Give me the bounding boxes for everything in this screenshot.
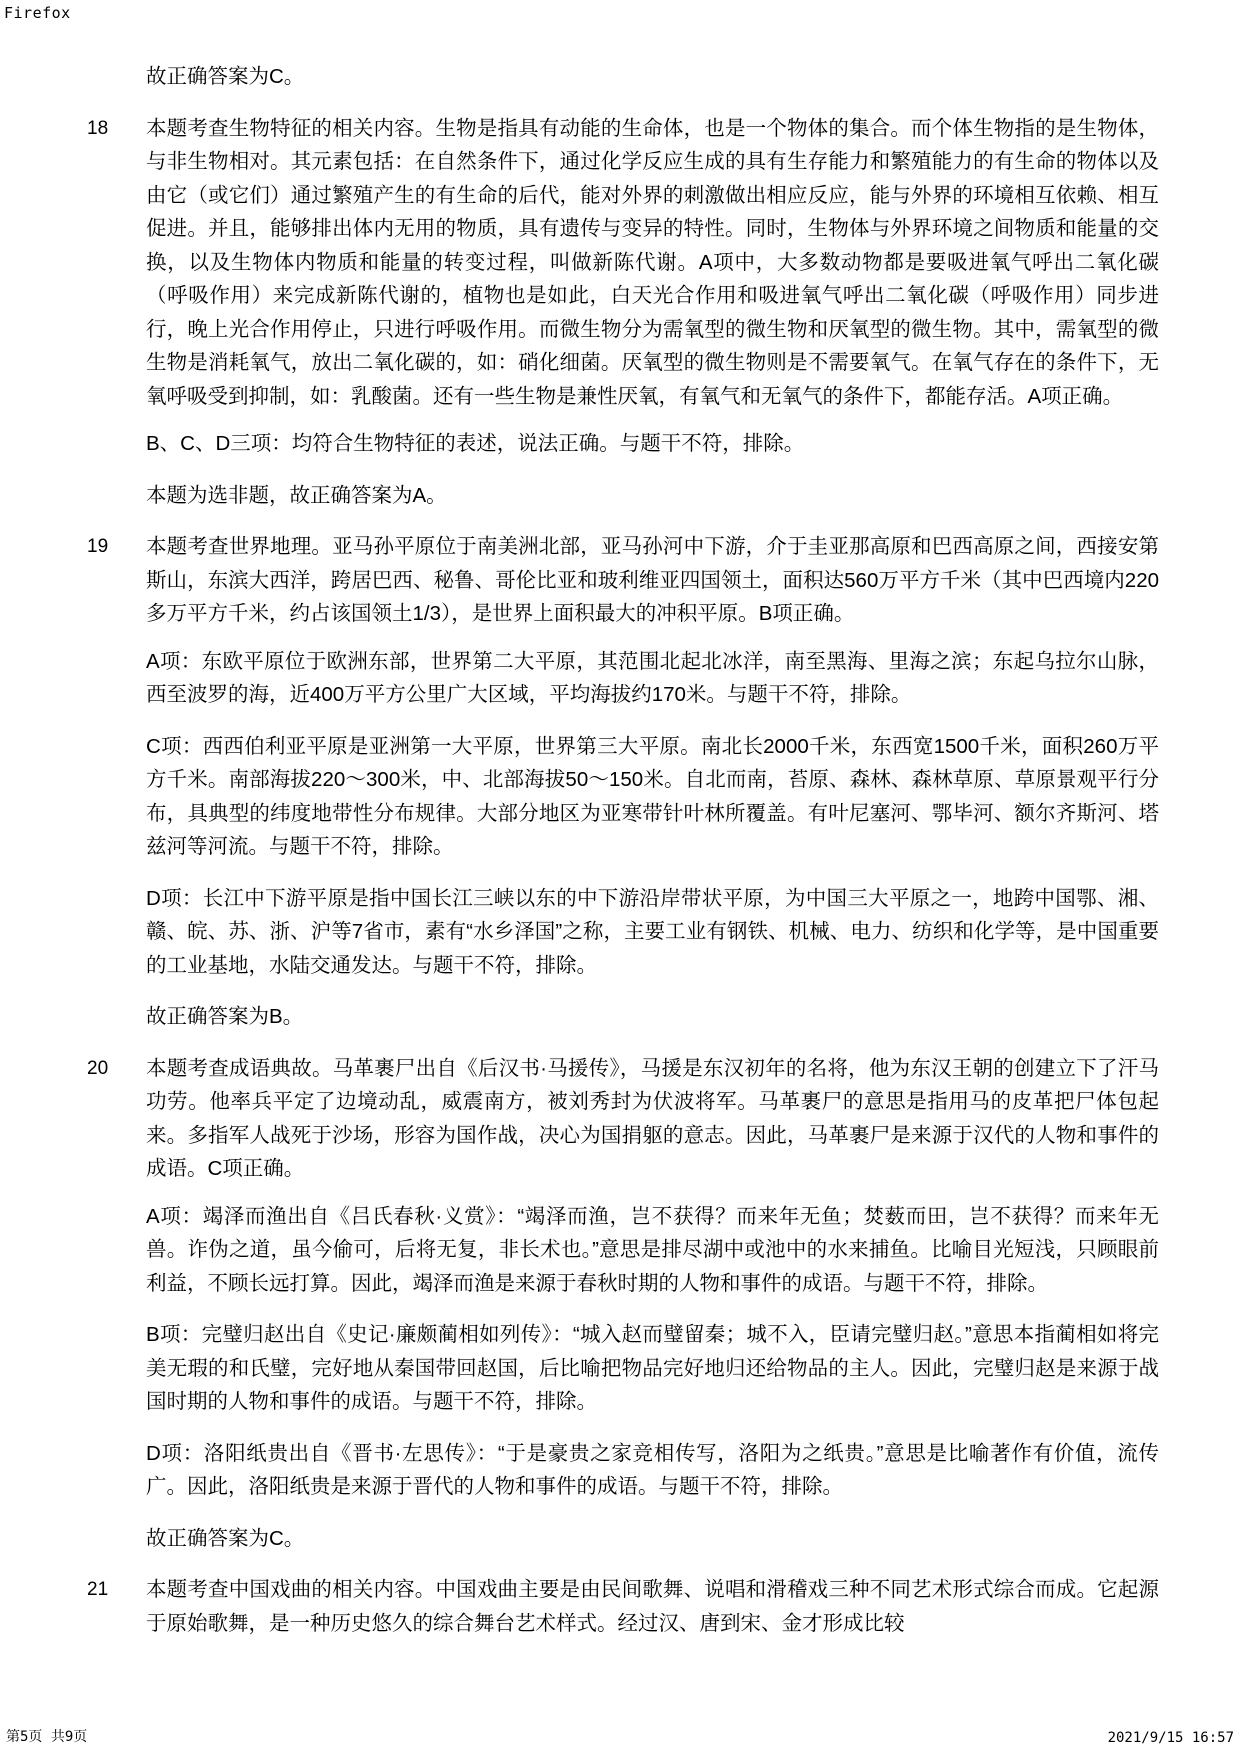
explanation-paragraph <box>84 882 1159 983</box>
explanation-paragraph <box>84 1000 1159 1034</box>
paragraph-text: A项：竭泽而渔出自《吕氏春秋·义赏》：“竭泽而渔，岂不获得？而来年无鱼；焚薮而田，岂不获得？而来年无兽。诈伪之道，虽今偷可，后将无复，非长术也。”意思是排尽湖中或池中的水来捕鱼。比喻目光短浅，只顾眼前利益，不顾长远打算。因此，竭泽而渔是来源于春秋时期的人物和事件的成语。与题干不符，排除。 <box>146 1204 1159 1295</box>
explanation-paragraph <box>84 479 1159 513</box>
paragraph-text: D项：洛阳纸贵出自《晋书·左思传》：“于是豪贵之家竞相传写，洛阳为之纸贵。”意思是比喻著作有价值，流传广。因此，洛阳纸贵是来源于晋代的人物和事件的成语。与题干不符，排除。 <box>146 1441 1159 1498</box>
numbered-paragraph <box>84 1052 1159 1186</box>
numbered-paragraph <box>84 1573 1159 1640</box>
paragraph-number: 19 <box>87 536 109 557</box>
paragraph-text: 故正确答案为C。 <box>146 1526 305 1550</box>
explanation-paragraph <box>84 1200 1159 1301</box>
paragraph-number: 18 <box>87 117 109 139</box>
explanation-paragraph <box>84 1437 1159 1504</box>
explanation-paragraph <box>84 1318 1159 1419</box>
paragraph-text: 本题考查中国戏曲的相关内容。中国戏曲主要是由民间歌舞、说唱和滑稽戏三种不同艺术形式综合而成。它起源于原始歌舞，是一种历史悠久的综合舞台艺术样式。经过汉、唐到宋、金才形成比较 <box>146 1578 1159 1635</box>
paragraph-text: 本题考查生物特征的相关内容。生物是指具有动能的生命体，也是一个物体的集合。而个体生物指的是生物体，与非生物相对。其元素包括：在自然条件下，通过化学反应生成的具有生存能力和繁殖能力的有生命的物体以及由它（或它们）通过繁殖产生的有生命的后代，能对外界的刺激做出相应反应，能与外界的环境相互依赖、相互促进。并且，能够排出体内无用的物质，具有遗传与变异的特性。同时，生物体与外界环境之间物质和能量的交换，以及生物体内物质和能量的转变过程，叫做新陈代谢。A项中，大多数动物都是要吸进氧气呼出二氧化碳（呼吸作用）来完成新陈代谢的，植物也是如此，白天光合作用和吸进氧气呼出二氧化碳（呼吸作用）同步进行，晚上光合作用停止，只进行呼吸作用。而微生物分为需氧型的微生物和厌氧型的微生物。其中，需氧型的微生物是消耗氧气，放出二氧化碳的，如：硝化细菌。厌氧型的微生物则是不需要氧气。在氧气存在的条件下，无氧呼吸受到抑制，如：乳酸菌。还有一些生物是兼性厌氧，有氧气和无氧气的条件下，都能存活。A项正确。 <box>146 116 1159 408</box>
explanation-paragraph <box>84 1522 1159 1556</box>
paragraph-text: 本题考查成语典故。马革裹尸出自《后汉书·马援传》，马援是东汉初年的名将，他为东汉王朝的创建立下了汗马功劳。他率兵平定了边境动乱，威震南方，被刘秀封为伏波将军。马革裹尸的意思是指用马的皮革把尸体包起来。多指军人战死于沙场，形容为国作战，决心为国捐躯的意志。因此，马革裹尸是来源于汉代的人物和事件的成语。C项正确。 <box>146 1056 1159 1180</box>
numbered-paragraph <box>84 112 1159 414</box>
paragraph-text: A项：东欧平原位于欧洲东部，世界第二大平原，其范围北起北冰洋，南至黑海、里海之滨；东起乌拉尔山脉，西至波罗的海，近400万平方公里广大区域，平均海拔约170米。与题干不符，排除。 <box>146 649 1159 706</box>
paragraph-text: B项：完璧归赵出自《史记·廉颇蔺相如列传》：“城入赵而璧留秦；城不入，臣请完璧归赵。”意思本指蔺相如将完美无瑕的和氏璧，完好地从秦国带回赵国，后比喻把物品完好地归还给物品的主人。因此，完璧归赵是来源于战国时期的人物和事件的成语。与题干不符，排除。 <box>146 1323 1159 1413</box>
paragraph-text: 本题为选非题，故正确答案为A。 <box>146 483 447 507</box>
paragraph-text: B、C、D三项：均符合生物特征的表述，说法正确。与题干不符，排除。 <box>146 432 805 455</box>
paragraph-number: 21 <box>87 1579 109 1600</box>
explanation-paragraph <box>84 427 1159 461</box>
page-number-indicator: 第5页 共9页 <box>6 1729 88 1745</box>
numbered-paragraph <box>84 530 1159 631</box>
explanation-paragraph <box>84 645 1159 712</box>
explanation-paragraph <box>84 60 1159 94</box>
page-footer <box>0 1722 1240 1746</box>
print-timestamp: 2021/9/15 16:57 <box>1107 1730 1234 1746</box>
document-content <box>84 60 1159 1654</box>
paragraph-text: 故正确答案为B。 <box>146 1005 304 1028</box>
paragraph-text: 故正确答案为C。 <box>146 65 305 88</box>
browser-app-label: Firefox <box>4 4 71 22</box>
paragraph-number: 20 <box>87 1057 109 1079</box>
paragraph-text: 本题考查世界地理。亚马孙平原位于南美洲北部，亚马孙河中下游，介于圭亚那高原和巴西高原之间，西接安第斯山，东滨大西洋，跨居巴西、秘鲁、哥伦比亚和玻利维亚四国领土，面积达560万平方千米（其中巴西境内220多万平方千米，约占该国领土1/3），是世界上面积最大的冲积平原。B项正确。 <box>146 535 1159 625</box>
explanation-paragraph <box>84 730 1159 864</box>
paragraph-text: C项：西西伯利亚平原是亚洲第一大平原，世界第三大平原。南北长2000千米，东西宽1500千米，面积260万平方千米。南部海拔220～300米，中、北部海拔50～150米。自北而南，苔原、森林、森林草原、草原景观平行分布，具典型的纬度地带性分布规律。大部分地区为亚寒带针叶林所覆盖。有叶尼塞河、鄂毕河、额尔齐斯河、塔兹河等河流。与题干不符，排除。 <box>146 734 1159 858</box>
paragraph-text: D项：长江中下游平原是指中国长江三峡以东的中下游沿岸带状平原，为中国三大平原之一，地跨中国鄂、湘、赣、皖、苏、浙、沪等7省市，素有“水乡泽国”之称，主要工业有钢铁、机械、电力、纺织和化学等，是中国重要的工业基地，水陆交通发达。与题干不符，排除。 <box>146 886 1159 977</box>
